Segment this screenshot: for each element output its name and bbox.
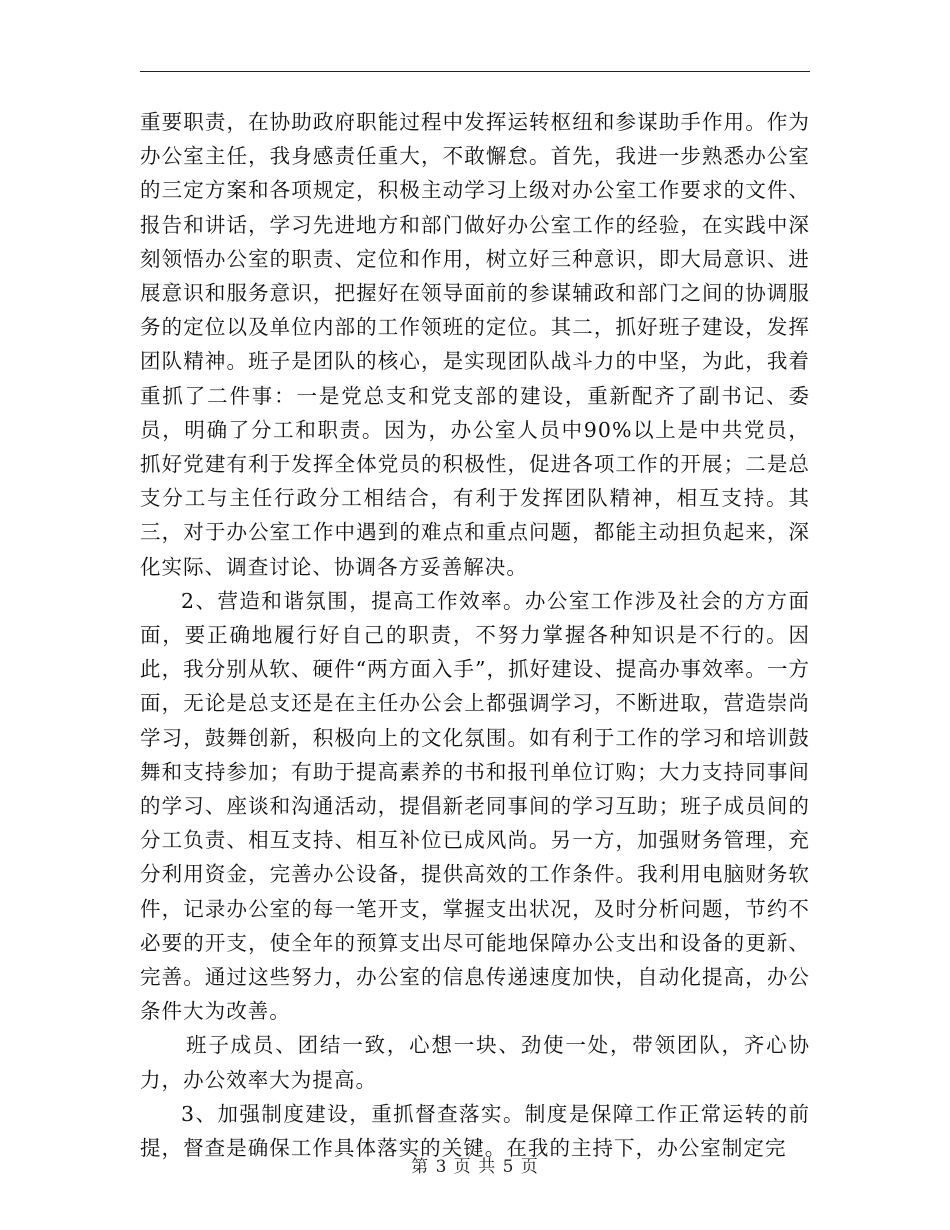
page-footer [0, 1152, 950, 1177]
paragraph-section-2: 2、营造和谐氛围，提高工作效率。办公室工作涉及社会的方方面面，要正确地履行好自己的职责，不努力掌握各种知识是不行的。因此，我分别从软、硬件“两方面入手”，抓好建设、提高办事效率。一方面，无论是总支还是在主任办公会上都强调学习，不断进取，营造崇尚学习，鼓舞创新，积极向上的文化氛围。如有利于工作的学习和培训鼓舞和支持参加；有助于提高素养的书和报刊单位订购；大力支持同事间的学习、座谈和沟通活动，提倡新老同事间的学习互助；班子成员间的分工负责、相互支持、相互补位已成风尚。另一方，加强财务管理，充分利用资金，完善办公设备，提供高效的工作条件。我利用电脑财务软件，记录办公室的每一笔开支，掌握支出状况，及时分析问题，节约不必要的开支，使全年的预算支出尽可能地保障办公支出和设备的更新、完善。通过这些努力，办公室的信息传递速度加快，自动化提高，办公条件大为改善。 [140, 588, 810, 1024]
paragraph-section-3: 3、加强制度建设，重抓督查落实。制度是保障工作正常运转的前提，督查是确保工作具体落实的关键。在我的主持下，办公室制定完 [140, 1101, 810, 1161]
header-rule [140, 71, 810, 72]
paragraph-team: 班子成员、团结一致，心想一块、劲使一处，带领团队，齐心协力，办公效率大为提高。 [140, 1033, 810, 1092]
document-body [140, 105, 810, 1165]
paragraph-continued: 重要职责，在协助政府职能过程中发挥运转枢纽和参谋助手作用。作为办公室主任，我身感责任重大，不敢懈怠。首先，我进一步熟悉办公室的三定方案和各项规定，积极主动学习上级对办公室工作要求的文件、报告和讲话，学习先进地方和部门做好办公室工作的经验，在实践中深刻领悟办公室的职责、定位和作用，树立好三种意识，即大局意识、进展意识和服务意识，把握好在领导面前的参谋辅政和部门之间的协调服务的定位以及单位内部的工作领班的定位。其二，抓好班子建设，发挥团队精神。班子是团队的核心，是实现团队战斗力的中坚，为此，我着重抓了二件事：一是党总支和党支部的建设，重新配齐了副书记、委员，明确了分工和职责。因为，办公室人员中90%以上是中共党员，抓好党建有利于发挥全体党员的积极性，促进各项工作的开展；二是总支分工与主任行政分工相结合，有利于发挥团队精神，相互支持。其三，对于办公室工作中遇到的难点和重点问题，都能主动担负起来，深化实际、调查讨论、协调各方妥善解决。 [140, 110, 810, 579]
page-number-label: 第 3 页 共 5 页 [411, 1157, 539, 1177]
